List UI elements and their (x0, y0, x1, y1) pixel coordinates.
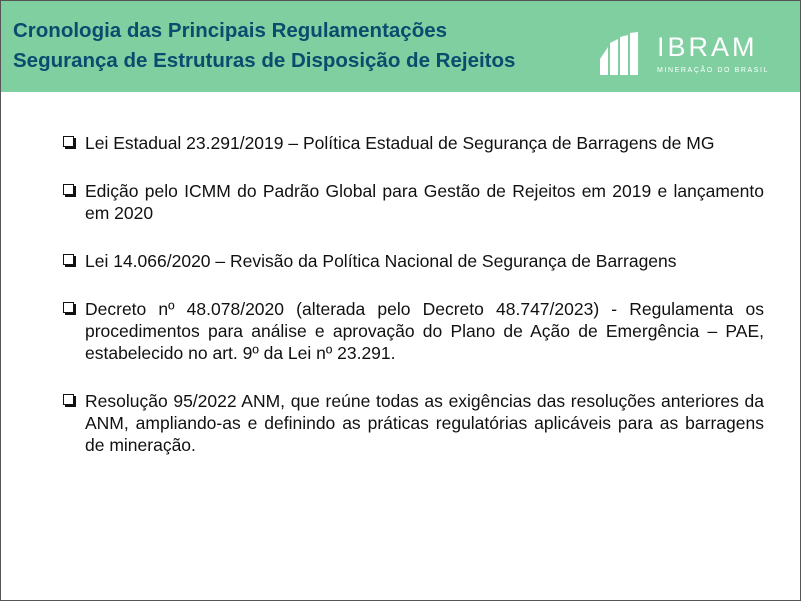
item-text: Decreto nº 48.078/2020 (alterada pelo Decreto 48.747/2023) - Regulamenta os procedimentos para análise e aprovação do Plano de Ação de Emergência – PAE, estabelecido no art. 9º da Lei nº 23.291. (85, 299, 764, 363)
item-text: Resolução 95/2022 ANM, que reúne todas as exigências das resoluções anteriores da ANM, ampliando-as e definindo as práticas regulatórias aplicáveis para as barragens de mineração. (85, 391, 764, 455)
checkbox-icon (63, 302, 74, 313)
checkbox-icon (63, 184, 74, 195)
item-text: Edição pelo ICMM do Padrão Global para Gestão de Rejeitos em 2019 e lançamento em 2020 (85, 181, 764, 223)
list-item (61, 132, 764, 154)
logo-wordmark: IBRAM (657, 32, 758, 62)
slide-title (13, 16, 515, 76)
list-item (61, 250, 764, 272)
title-line-1: Cronologia das Principais Regulamentações (13, 19, 448, 42)
header-bar (1, 1, 800, 92)
list-item (61, 298, 764, 364)
list-item (61, 180, 764, 224)
item-text: Lei Estadual 23.291/2019 – Política Estadual de Segurança de Barragens de MG (85, 133, 715, 153)
regulation-list (61, 132, 764, 482)
item-text: Lei 14.066/2020 – Revisão da Política Nacional de Segurança de Barragens (85, 251, 677, 271)
logo-tagline: MINERAÇÃO DO BRASIL (657, 67, 770, 74)
checkbox-icon (63, 394, 74, 405)
ibram-logo (599, 30, 770, 78)
list-item (61, 390, 764, 456)
ibram-logo-mark-icon (599, 30, 645, 76)
checkbox-icon (63, 254, 74, 265)
title-line-2: Segurança de Estruturas de Disposição de Rejeitos (13, 49, 516, 72)
checkbox-icon (63, 136, 74, 147)
